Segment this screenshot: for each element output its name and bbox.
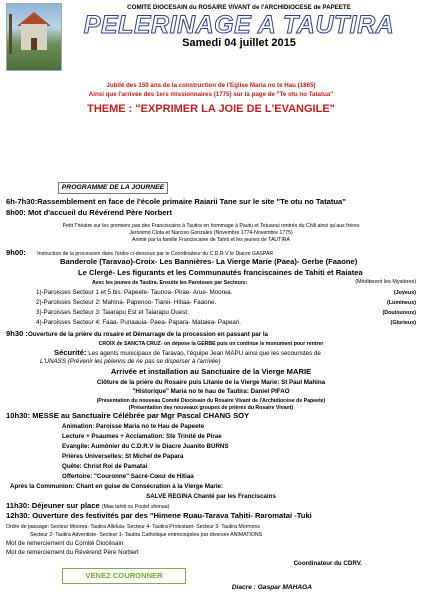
venez-couronner-box: VENEZ COURONNER: [62, 568, 186, 584]
schedule-item: 9h00: Instruction de la procession dans l'ordre ci-dessous par le Coordinateur du C.D.R.V le Diacre GASPAR: [6, 249, 274, 257]
page-header: [0, 0, 422, 72]
sector-mystery: (Lumineux): [386, 300, 416, 306]
text-line: Secteur 2- Tautira Adventiste- Secteur 1- Tautira Catholique entrecoupées par diverses ANIMATIONS: [30, 532, 263, 538]
sector-line: 1)-Paroisses Secteur 1 et 5 bis: Papeete- Taunoa- Pirae- Arue- Moorea.: [36, 289, 233, 296]
text-line: "Historique" Maria no te hau de Tautira: Daniel PIFAO: [132, 388, 290, 395]
text-line: Banderole (Taravao)-Croix- Les Bannières- La Vierge Marie (Paea)- Gerbe (Faaone): [60, 258, 358, 266]
text-line: L'UNASS (Prévenir les pèlerins de ne pas se disperser à l'arrivée): [40, 358, 221, 365]
mass-line: Quête: Christ Roi de Pamatai: [62, 463, 148, 470]
mass-line: Prières Universelles: St Michel de Papara: [62, 453, 184, 460]
time-label: 11h30:: [6, 502, 30, 510]
schedule-item: 8h00: Mot d'accueil du Révérend Père Norbert: [6, 209, 172, 217]
sector-line: 2)-Paroisses Secteur 2: Mahina- Papenoo- Tiarei- Hitiaa- Faaone.: [36, 299, 217, 306]
comite-title: COMITE DIOCESAIN du ROSAIRE VIVANT de l'ARCHIDIOCESE de PAPEETE: [127, 4, 351, 11]
sector-line: 3)-Paroisses Secteur 3: Taiarapu Est et Taiarapu Ouest.: [36, 309, 189, 316]
text-line: Arrivée et installation au Sanctuaire de la Vierge MARIE: [110, 368, 312, 376]
time-label: 10h30:: [6, 412, 31, 420]
schedule-item: 11h30: Déjeuner sur place (Maa tahiti ou Poulet shimaa): [6, 502, 170, 510]
header-text: [62, 3, 416, 49]
schedule-item: 12h30: Ouverture des festivités par des "Himene Ruau-Tarava Tahiti- Raromatai -Tuki: [6, 512, 312, 520]
time-label: 9h30 :: [6, 330, 28, 338]
text-line: Jeronimo Clota et Narciso Gonzales (Novembre 1774-Novembre 1775): [129, 230, 293, 236]
schedule-item: 10h30: MESSE au Sanctuaire Célébrée par Mgr Pascal CHANG SOY: [6, 412, 250, 420]
text-line: Mot de remerciement du Révérend Père Norbert: [6, 549, 139, 556]
schedule-item: 9h30 :Ouverture de la prière du rosaire et Démarrage de la procession en passant par la: [6, 330, 268, 338]
church-photo: [6, 3, 62, 71]
sector-mystery: (Joyeux): [393, 290, 416, 296]
banner-title: PELERINAGE A TAUTIRA: [83, 11, 395, 39]
event-date: Samedi 04 juillet 2015: [182, 37, 296, 49]
text-line: Clôture de la prière du Rosaire puis Litanie de la Vierge Marie: St Paul Mahina: [96, 379, 326, 386]
theme-label: THEME :: [87, 103, 133, 115]
time-label: 8h00:: [6, 209, 26, 217]
mass-line: Offertoire: "Couronne" Sacré-Cœur de Hitiaa: [62, 473, 194, 480]
jubile-line: Jubilé des 150 ans de la construction de l'Eglise Maria no te Hau (1865): [106, 82, 316, 89]
schedule-item: 6h-7h30:Rassemblement en face de l'école primaire Raiarii Tane sur le site "Te otu no Tatatua": [6, 198, 346, 206]
time-label: 6h-7h30:: [6, 198, 38, 206]
sector-mystery: (Glorieux): [390, 320, 416, 326]
theme-line: [6, 103, 416, 115]
coordinator-label: Coordinateur du CDRV.: [293, 560, 362, 567]
text-line: Sécurité: Les agents municipaux de Taravao, l'équipe Jean MAPU ainsi que les secouristes de: [54, 349, 321, 357]
text-line: SALVE REGINA Chanté par les Franciscains: [146, 493, 276, 500]
arrivee-line: Ainsi que l'arrivée des 1ers missionnaires (1775) sur la page de "Te otu no Tatatua": [88, 91, 334, 98]
theme-value: "EXPRIMER LA JOIE DE L'EVANGILE": [135, 103, 335, 115]
mystery-note: (Méditerent les Mystères): [355, 279, 416, 285]
text-line: Avec les jeunes de Tautira. Ensuite les Paroisses par Secteurs:: [92, 280, 248, 286]
text-line: (Présentation du nouveau Comité Diocésain du Rosaire Vivant de l'Archidiocèse de Papeete): [96, 398, 326, 404]
programme-label: PROGRAMME DE LA JOURNEE: [58, 182, 168, 194]
diacre-signature: Diacre : Gaspar MAHAGA: [231, 584, 312, 591]
text-line: Mot de remerciement du Comité Diocésain: [6, 540, 124, 547]
sector-mystery: (Douloureux): [382, 310, 416, 316]
mass-line: Lecture + Psaumes + Acclamation: Ste Trinité de Pirae: [62, 433, 222, 440]
text-line: CROIX de SANCTA CRUZ- on dépose la GERBE puis on continue le monument pour rentrer: [98, 341, 324, 347]
time-label: 12h30:: [6, 512, 31, 520]
text-line: Après la Communion: Chant en guise de Consécration à la Vierge Marie:: [10, 483, 224, 490]
text-line: Petit Théatre sur les premiers pas des Franciscains à Tautira en hommage à Pautu et Tetuanui rentrés du Chili ainsi qu'aux frères: [62, 223, 360, 229]
time-label: 9h00:: [6, 249, 26, 257]
mass-line: Evangile: Aumônier du C.D.R.V le Diacre Juanito BURNS: [62, 443, 229, 450]
text-line: (Présentation des nouveaux groupes de prières du Rosaire Vivant): [128, 405, 294, 411]
text-line: Animé par la famille Franciscaine de Tahiti et les jeunes de TAUTIRA: [131, 237, 290, 243]
text-line: Ordre de passage: Secteur Moorea- Tautira Alleluia- Secteur 4- Tautira Protestant- Secteur 3- Tautira Mormons: [6, 524, 261, 530]
text-line: Le Clergé- Les figurants et les Communautés franciscaines de Tahiti et Raiatea: [78, 269, 363, 277]
sector-line: 4)-Paroisses Secteur 4: Faaa- Punaauia- Paea- Papara- Mataiea- Papeari.: [36, 319, 241, 326]
mass-line: Animation: Paroisse Maria no te Hau de Papeete: [62, 423, 205, 430]
